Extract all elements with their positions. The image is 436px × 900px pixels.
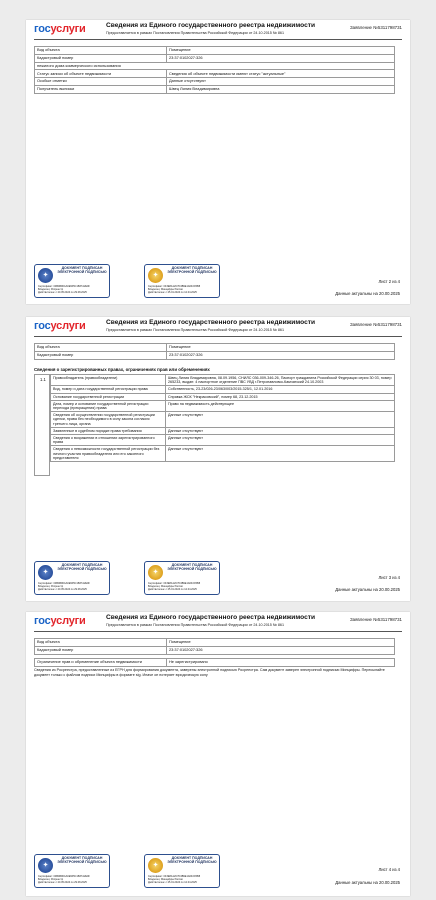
table-row: Вид объекта Помещение <box>35 639 395 647</box>
signature-note: Сведения из Росреестра, предоставленные из ЕГРН для формирования документа, заверены электронной подписью Росреестра. Сам документ заверен электронной подписью Минцифры. Пересылайте документ только с файлом подписи Минцифры в формате sig. Иначе он потеряет юридическую силу <box>34 668 385 677</box>
header-divider <box>34 39 402 40</box>
table-row: Сведения о невозможности государственной регистрации без личного участия правообладателя или его законного представителя Данные отсутствуют <box>51 446 395 462</box>
request-number: Заявление №5311798731 <box>349 617 402 622</box>
table-row: Вид, номер и дата государственной регистрации права Собственность, 23-23/026-23/063/003/2015-325/1, 12.01.2016 <box>51 386 395 393</box>
eagle-icon: ✦ <box>148 565 163 580</box>
document-subtitle: Предоставляется в рамках Постановления Правительства Российской Федерации от 24.10.2015 № 861 <box>106 623 284 627</box>
table-row: Особые отметки Данные отсутствуют <box>35 78 395 86</box>
restriction-table <box>34 658 395 667</box>
table-row: Сведения об осуществлении государственной регистрации сделки, права без необходимого в силу закона согласия третьего лица, органа Данные отсутствуют <box>51 412 395 428</box>
table-row: Получатель выписки Швец Лилия Владимировна <box>35 85 395 93</box>
document-subtitle: Предоставляется в рамках Постановления Правительства Российской Федерации от 24.10.2015 № 861 <box>106 31 284 35</box>
page-header <box>26 612 410 631</box>
entry-number: 1.1 <box>34 374 50 476</box>
rights-table <box>34 374 394 476</box>
table-row: Дата, номер и основание государственной регистрации перехода (прекращения) права Право на недвижимость действующее <box>51 400 395 411</box>
table-row: Кадастровый номер 23:37:0102027:326 <box>35 646 395 654</box>
table-row: Заявленные в судебном порядке права требования Данные отсутствуют <box>51 427 395 434</box>
table-row: Вид объекта Помещение <box>35 344 395 352</box>
object-info-table <box>34 46 395 94</box>
header-divider <box>34 336 402 337</box>
eagle-icon: ✦ <box>38 268 53 283</box>
eagle-icon: ✦ <box>38 565 53 580</box>
document-title: Сведения из Единого государственного реестра недвижимости <box>106 22 316 29</box>
object-info-table <box>34 638 395 655</box>
table-row: Основание государственной регистрации Справка ЖСК "Некрасовский", номер 68, 23.12.2015 <box>51 393 395 400</box>
signature-stamp-mincifry: ✦ ДОКУМЕНТ ПОДПИСАН ЭЛЕКТРОННОЙ ПОДПИСЬЮ Сертификат: 0F3E8A12C7D4B9E1A6F2C5B8 Владелец: Минцифры России Действителен: с 25.01.2024 по 12.04.2025 <box>144 264 220 298</box>
data-actual-date: Данные актуальны на 20.00.2025 <box>335 587 400 592</box>
signature-stamp-mincifry: ✦ ДОКУМЕНТ ПОДПИСАН ЭЛЕКТРОННОЙ ПОДПИСЬЮ Сертификат: 0F3E8A12C7D4B9E1A6F2C5B8 Владелец: Минцифры России Действителен: с 25.01.2024 по 12.04.2025 <box>144 561 220 595</box>
document-title: Сведения из Единого государственного реестра недвижимости <box>106 319 316 326</box>
table-row: нежилого дома коммерческого использования <box>35 62 395 70</box>
data-actual-date: Данные актуальны на 20.00.2025 <box>335 880 400 885</box>
table-row: Ограничение прав и обременение объекта недвижимости Не зарегистрировано <box>35 659 395 667</box>
eagle-icon: ✦ <box>148 858 163 873</box>
table-row: Статус записи об объекте недвижимости Сведения об объекте недвижимости имеют статус "актуальные" <box>35 70 395 78</box>
gosuslugi-logo: госуслуги <box>34 23 86 35</box>
eagle-icon: ✦ <box>38 858 53 873</box>
signature-stamp-rosreestr: ✦ ДОКУМЕНТ ПОДПИСАН ЭЛЕКТРОННОЙ ПОДПИСЬЮ Сертификат: 00B4B9D1A0E9F5C1B37A2E0F Владелец: Росреестр Действителен: с 20.05.2024 по 29.08.2025 <box>34 854 110 888</box>
table-row: Правообладатель (правообладатели) Швец Лилия Владимировна, 08.09.1956, СНИЛС 036-009-346-26, Паспорт гражданина Российской Федерации серия 30 03, номер 265233, выдан: 4 паспортное отделение ПВС УВД г.Петропавловск-Камчатский 24.10.2003 <box>51 375 395 386</box>
object-info-table <box>34 343 395 360</box>
document-title: Сведения из Единого государственного реестра недвижимости <box>106 614 316 621</box>
sheet-number: Лист 2 из 4 <box>378 279 400 284</box>
table-row: Кадастровый номер 23:37:0102027:326 <box>35 54 395 62</box>
page-header <box>26 317 410 336</box>
sheet-number: Лист 3 из 4 <box>378 575 400 580</box>
signature-stamp-rosreestr: ✦ ДОКУМЕНТ ПОДПИСАН ЭЛЕКТРОННОЙ ПОДПИСЬЮ Сертификат: 00B4B9D1A0E9F5C1B37A2E0F Владелец: Росреестр Действителен: с 20.05.2024 по 29.08.2025 <box>34 561 110 595</box>
page-header <box>26 20 410 39</box>
sheet-number: Лист 4 из 4 <box>378 867 400 872</box>
header-divider <box>34 631 402 632</box>
document-subtitle: Предоставляется в рамках Постановления Правительства Российской Федерации от 24.10.2015 № 861 <box>106 328 284 332</box>
table-row: Сведения о возражении в отношении зарегистрированного права Данные отсутствуют <box>51 435 395 446</box>
section-title: Сведения о зарегистрированных правах, ограничениях прав или обременениях <box>34 367 210 372</box>
request-number: Заявление №5311798731 <box>349 25 402 30</box>
eagle-icon: ✦ <box>148 268 163 283</box>
request-number: Заявление №5311798731 <box>349 322 402 327</box>
table-row: Кадастровый номер 23:37:0102027:326 <box>35 351 395 359</box>
gosuslugi-logo: госуслуги <box>34 320 86 332</box>
document-page-2 <box>26 20 410 304</box>
signature-stamp-mincifry: ✦ ДОКУМЕНТ ПОДПИСАН ЭЛЕКТРОННОЙ ПОДПИСЬЮ Сертификат: 0F3E8A12C7D4B9E1A6F2C5B8 Владелец: Минцифры России Действителен: с 25.01.2024 по 12.04.2025 <box>144 854 220 888</box>
table-row: Вид объекта Помещение <box>35 47 395 55</box>
document-page-4 <box>26 612 410 896</box>
data-actual-date: Данные актуальны на 20.00.2025 <box>335 291 400 296</box>
signature-stamp-rosreestr: ✦ ДОКУМЕНТ ПОДПИСАН ЭЛЕКТРОННОЙ ПОДПИСЬЮ Сертификат: 00B4B9D1A0E9F5C1B37A2E0F Владелец: Росреестр Действителен: с 20.05.2024 по 29.08.2025 <box>34 264 110 298</box>
document-page-3 <box>26 317 410 601</box>
gosuslugi-logo: госуслуги <box>34 615 86 627</box>
